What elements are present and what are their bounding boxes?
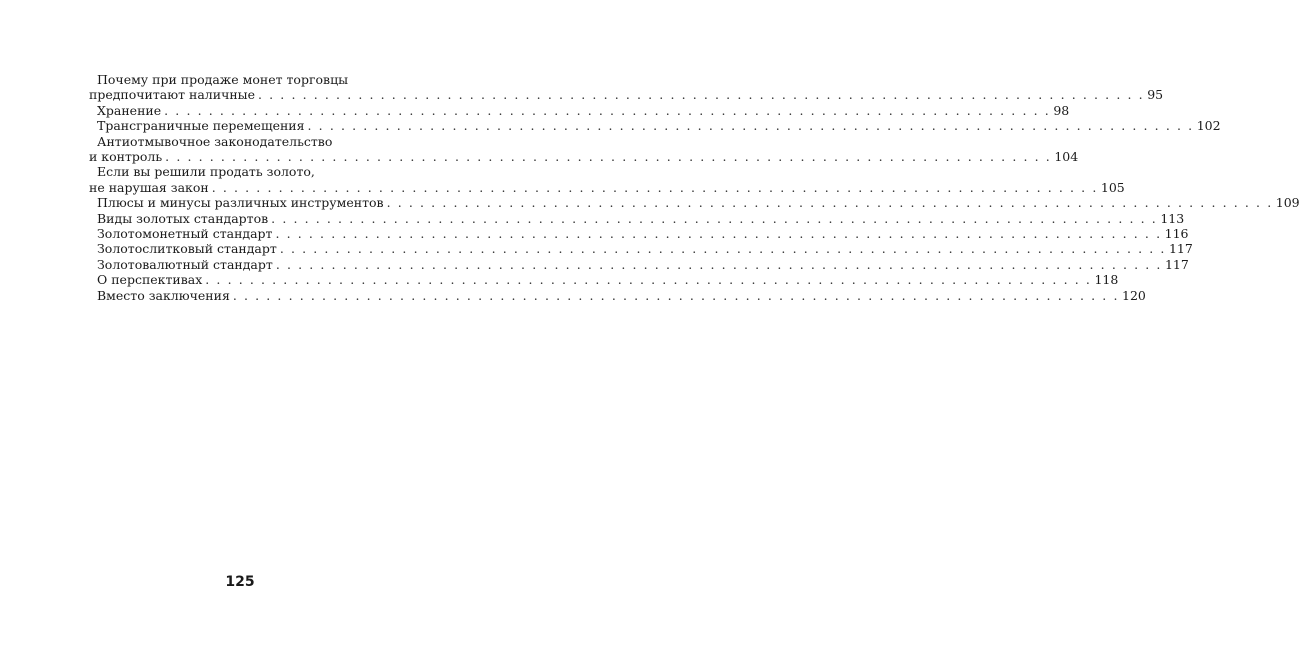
- toc-entry-row: [89, 272, 1119, 288]
- toc-entry: [89, 287, 1146, 303]
- dot-leader: . . . . . . . . . . . . . . . . . . . . . . . . . . . . . . . . . . . . . . . . . . . . . . . . . . . . . . . . . . . . . . . . . . . . . . . . . . . . . . . .: [271, 210, 1158, 226]
- toc-entry-page: 95: [1147, 87, 1164, 103]
- toc-entry-row: [89, 210, 1185, 226]
- toc-entry: [89, 256, 1189, 272]
- dot-leader: . . . . . . . . . . . . . . . . . . . . . . . . . . . . . . . . . . . . . . . . . . . . . . . . . . . . . . . . . . . . . . . . . . . . . . . . . . . . . . . .: [211, 179, 1098, 195]
- toc-entry-row: [89, 256, 1189, 272]
- toc-entry-page: 117: [1168, 241, 1193, 257]
- toc-entry-title-line: Почему при продаже монет торговцы: [97, 72, 349, 87]
- toc-entry-row: [89, 118, 1221, 134]
- toc-entry-title-line: Если вы решили продать золото,: [97, 164, 315, 180]
- dot-leader: . . . . . . . . . . . . . . . . . . . . . . . . . . . . . . . . . . . . . . . . . . . . . . . . . . . . . . . . . . . . . . . . . . . . . . . . . . . . . . . .: [232, 287, 1120, 303]
- toc-entry-page: 98: [1053, 102, 1070, 118]
- toc-entry-row: [89, 102, 1070, 118]
- toc-entry-page: 113: [1160, 210, 1185, 226]
- dot-leader: . . . . . . . . . . . . . . . . . . . . . . . . . . . . . . . . . . . . . . . . . . . . . . . . . . . . . . . . . . . . . . . . . . . . . . . . . . . . . . . .: [164, 102, 1051, 118]
- toc-entry: [89, 241, 1193, 257]
- toc-entry-title: Вместо заключения: [97, 287, 230, 303]
- dot-leader: . . . . . . . . . . . . . . . . . . . . . . . . . . . . . . . . . . . . . . . . . . . . . . . . . . . . . . . . . . . . . . . . . . . . . . . . . . . . . . . .: [307, 118, 1194, 134]
- toc-entry-page: 118: [1094, 272, 1119, 288]
- toc-entry-page: 105: [1100, 179, 1125, 195]
- toc-entry-title: не нарушая закон: [89, 179, 209, 195]
- toc-entry-row: [89, 149, 1079, 165]
- toc-entry-title: Золотомонетный стандарт: [97, 226, 273, 242]
- dot-leader: . . . . . . . . . . . . . . . . . . . . . . . . . . . . . . . . . . . . . . . . . . . . . . . . . . . . . . . . . . . . . . . . . . . . . . . . . . . . . . . .: [275, 256, 1162, 272]
- dot-leader: . . . . . . . . . . . . . . . . . . . . . . . . . . . . . . . . . . . . . . . . . . . . . . . . . . . . . . . . . . . . . . . . . . . . . . . . . . . . . . . .: [165, 149, 1052, 165]
- toc-entry-title: Виды золотых стандартов: [97, 210, 269, 226]
- toc-entry-title: Плюсы и минусы различных инструментов: [97, 195, 384, 211]
- table-of-contents: [89, 72, 1300, 303]
- toc-entry: [89, 164, 1125, 195]
- toc-entry-title: и контроль: [89, 149, 163, 165]
- toc-entry-title: Золотослитковый стандарт: [97, 241, 277, 257]
- toc-entry: [89, 272, 1119, 288]
- toc-entry-title: О перспективах: [97, 272, 203, 288]
- toc-entry: [89, 133, 1079, 165]
- toc-entry-page: 109: [1275, 195, 1300, 211]
- toc-entry-row: [89, 87, 1164, 103]
- dot-leader: . . . . . . . . . . . . . . . . . . . . . . . . . . . . . . . . . . . . . . . . . . . . . . . . . . . . . . . . . . . . . . . . . . . . . . . . . . . . . . . .: [279, 241, 1166, 257]
- toc-entry: [89, 226, 1189, 242]
- dot-leader: . . . . . . . . . . . . . . . . . . . . . . . . . . . . . . . . . . . . . . . . . . . . . . . . . . . . . . . . . . . . . . . . . . . . . . . . . . . . . . . .: [386, 195, 1273, 211]
- dot-leader: . . . . . . . . . . . . . . . . . . . . . . . . . . . . . . . . . . . . . . . . . . . . . . . . . . . . . . . . . . . . . . . . . . . . . . . . . . . . . . . .: [258, 87, 1145, 103]
- toc-entry: [89, 72, 1164, 103]
- toc-entry-row: [89, 195, 1300, 211]
- toc-entry: [89, 102, 1070, 118]
- toc-entry: [89, 118, 1221, 134]
- toc-entry-title: Золотовалютный стандарт: [97, 256, 273, 272]
- toc-entry-row: [89, 241, 1193, 257]
- toc-entry-title: Хранение: [97, 102, 162, 118]
- toc-entry-page: 117: [1164, 256, 1189, 272]
- toc-entry-page: 116: [1164, 226, 1189, 242]
- toc-entry-title: предпочитают наличные: [89, 87, 256, 103]
- toc-entry-page: 102: [1196, 118, 1221, 134]
- toc-entry-title: Трансграничные перемещения: [97, 118, 305, 134]
- toc-entry-row: [89, 226, 1189, 242]
- toc-entry-page: 120: [1122, 287, 1146, 303]
- page-number: 125: [225, 574, 255, 590]
- toc-entry-title-line: Антиотмывочное законодательство: [97, 133, 333, 149]
- dot-leader: . . . . . . . . . . . . . . . . . . . . . . . . . . . . . . . . . . . . . . . . . . . . . . . . . . . . . . . . . . . . . . . . . . . . . . . . . . . . . . . .: [275, 226, 1162, 242]
- toc-entry: [89, 210, 1185, 226]
- toc-entry-row: [89, 179, 1125, 195]
- toc-entry-page: 104: [1054, 149, 1079, 165]
- toc-entry-row: [89, 287, 1146, 303]
- dot-leader: . . . . . . . . . . . . . . . . . . . . . . . . . . . . . . . . . . . . . . . . . . . . . . . . . . . . . . . . . . . . . . . . . . . . . . . . . . . . . . . .: [205, 272, 1092, 288]
- toc-entry: [89, 195, 1300, 211]
